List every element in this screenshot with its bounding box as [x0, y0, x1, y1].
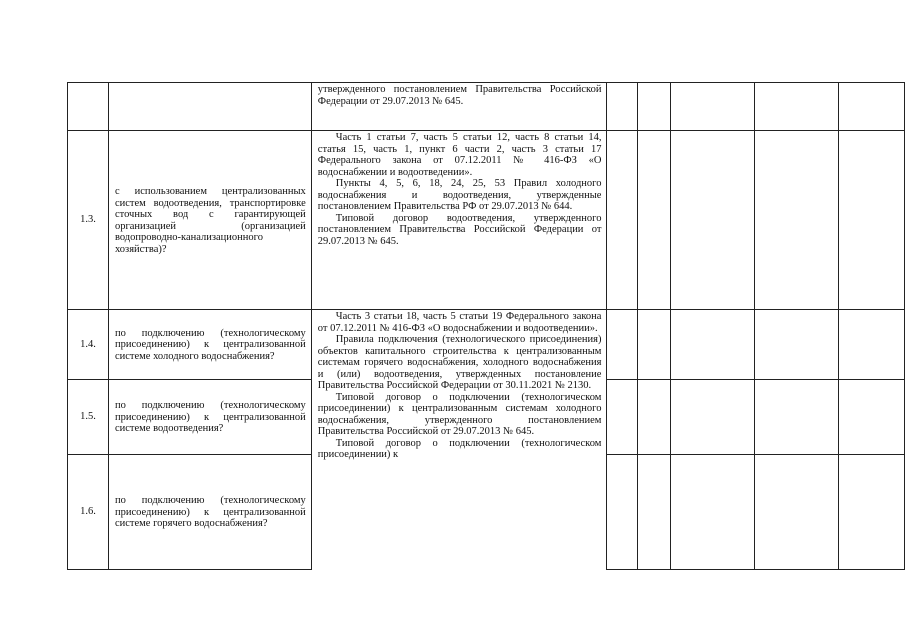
empty-cell: [839, 310, 905, 380]
empty-cell: [755, 380, 839, 455]
row-number: 1.4.: [68, 310, 109, 380]
empty-cell: [671, 455, 755, 570]
reference-paragraph: утвержденного постановлением Правительства Российской Федерации от 29.07.2013 № 645.: [317, 84, 602, 107]
reference-paragraph: Типовой договор водоотведения, утвержденного постановлением Правительства Российской Федерации от 29.07.2013 № 645.: [317, 212, 602, 247]
row-number: 1.3.: [68, 131, 109, 310]
empty-cell: [638, 83, 671, 131]
row-number: 1.5.: [68, 380, 109, 455]
empty-cell: [671, 380, 755, 455]
question-cell: [108, 131, 311, 310]
reference-cell: [311, 131, 607, 310]
question-text: с использованием централизованных систем водоотведения, транспортировке сточных вод с гарантирующей организацией (организацией водопроводно-канализационного хозяйства)?: [114, 186, 309, 255]
reference-paragraph: Правила подключения (технологического присоединения) объектов капитального строительства к централизованным системам горячего водоснабжения, холодного водоснабжения и (или) водоотведения, утвержденных постановление Правительства Российской Федерации от 30.11.2021 № 2130.: [317, 334, 602, 391]
empty-cell: [607, 455, 638, 570]
empty-cell: [755, 455, 839, 570]
empty-cell: [839, 83, 905, 131]
empty-cell: [671, 83, 755, 131]
reference-paragraph: Типовой договор о подключении (технологическом присоединении) к: [317, 437, 602, 460]
empty-cell: [839, 380, 905, 455]
question-cell: [108, 83, 311, 131]
reference-cell: [311, 83, 607, 131]
question-cell: [108, 455, 311, 570]
empty-cell: [607, 380, 638, 455]
table-row: [68, 83, 905, 131]
row-number: [68, 83, 109, 131]
empty-cell: [607, 131, 638, 310]
empty-cell: [839, 455, 905, 570]
empty-cell: [755, 83, 839, 131]
question-cell: [108, 380, 311, 455]
table-row: [68, 310, 905, 380]
empty-cell: [755, 310, 839, 380]
empty-cell: [638, 455, 671, 570]
empty-cell: [839, 131, 905, 310]
merged-reference-cell: [311, 310, 607, 570]
question-text: по подключению (технологическому присоединению) к централизованной системе горячего водоснабжения?: [114, 495, 309, 530]
question-cell: [108, 310, 311, 380]
question-text: по подключению (технологическому присоединению) к централизованной системе холодного водоснабжения?: [114, 327, 309, 362]
checklist-table: [67, 82, 905, 570]
empty-cell: [638, 310, 671, 380]
empty-cell: [607, 310, 638, 380]
reference-paragraph: Часть 1 статьи 7, часть 5 статьи 12, часть 8 статьи 14, статья 15, часть 1, пункт 6 части 2, часть 3 статьи 17 Федерального закона от 07.12.2011 № 416-ФЗ «О водоснабжении и водоотведении».: [317, 132, 602, 178]
empty-cell: [607, 83, 638, 131]
question-text: по подключению (технологическому присоединению) к централизованной системе водоотведения?: [114, 400, 309, 435]
empty-cell: [671, 310, 755, 380]
reference-paragraph: Часть 3 статьи 18, часть 5 статьи 19 Федерального закона от 07.12.2011 № 416-ФЗ «О водоснабжении и водоотведении».: [317, 311, 602, 334]
empty-cell: [755, 131, 839, 310]
reference-paragraph: Типовой договор о подключении (технологическом присоединении) к централизованным системам холодного водоснабжения, утвержденного постановлением Правительства Российской от 29.07.2013 № 645.: [317, 391, 602, 437]
empty-cell: [671, 131, 755, 310]
empty-cell: [638, 380, 671, 455]
reference-paragraph: Пункты 4, 5, 6, 18, 24, 25, 53 Правил холодного водоснабжения и водоотведения, утвержденные постановлением Правительства РФ от 29.07.2013 № 644.: [317, 178, 602, 212]
row-number: 1.6.: [68, 455, 109, 570]
table-row: [68, 131, 905, 310]
empty-cell: [638, 131, 671, 310]
